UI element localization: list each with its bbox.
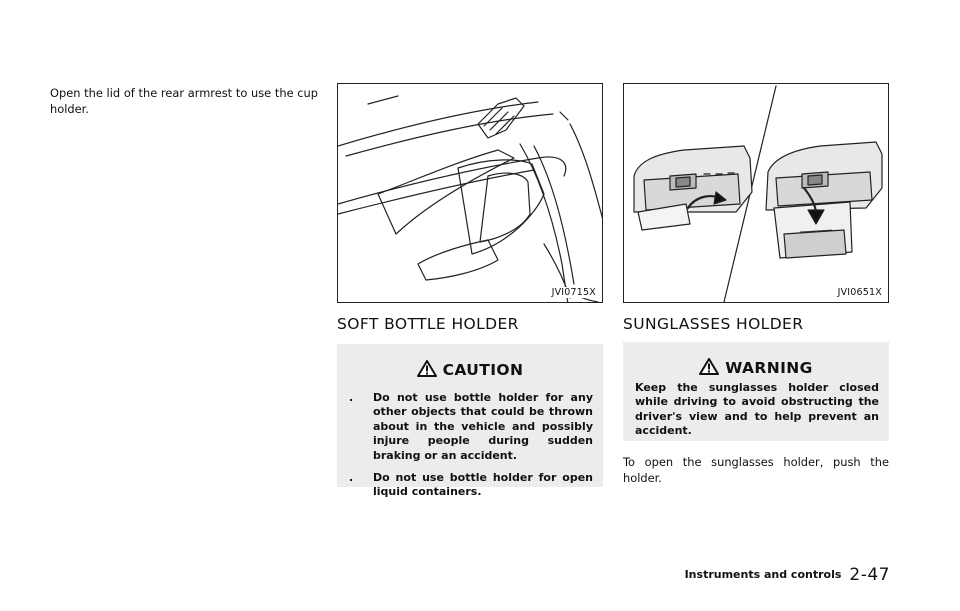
- sunglasses-holder-illustration: [623, 83, 889, 303]
- caution-item-text: Do not use bottle holder for open liquid containers.: [373, 471, 593, 499]
- caution-title: [337, 360, 603, 379]
- armrest-cup-holder-text: Open the lid of the rear armrest to use the cup holder.: [50, 86, 318, 116]
- overhead-console-drawing: [624, 84, 889, 303]
- caution-label: CAUTION: [442, 361, 524, 379]
- warning-triangle-icon: [417, 360, 437, 377]
- caution-item: [349, 391, 593, 463]
- warning-triangle-icon: [699, 358, 719, 375]
- figure-code: JVI0715X: [551, 287, 596, 298]
- caution-item: [349, 471, 593, 500]
- soft-bottle-holder-heading: SOFT BOTTLE HOLDER: [337, 315, 519, 333]
- warning-label: WARNING: [725, 359, 813, 377]
- bullet-symbol: .: [349, 471, 354, 485]
- page-footer: [685, 565, 890, 585]
- caution-list: [349, 391, 593, 508]
- door-panel-drawing: [338, 84, 603, 303]
- warning-title: [623, 358, 889, 377]
- sunglasses-holder-heading: SUNGLASSES HOLDER: [623, 315, 804, 333]
- warning-text: Keep the sunglasses holder closed while driving to avoid obstructing the driver's view and to help prevent an accident.: [635, 381, 879, 438]
- sunglasses-holder-text: To open the sunglasses holder, push the holder.: [623, 455, 889, 485]
- warning-box: [623, 342, 889, 441]
- footer-section-name: Instruments and controls: [684, 568, 842, 581]
- caution-item-text: Do not use bottle holder for any other objects that could be thrown about in the vehicle and possibly injure people during sudden braking or an accident.: [373, 391, 593, 462]
- bullet-symbol: .: [349, 391, 354, 404]
- figure-code: JVI0651X: [837, 287, 882, 298]
- page-number: 2-47: [849, 565, 890, 585]
- soft-bottle-holder-illustration: [337, 83, 603, 303]
- caution-box: [337, 344, 603, 499]
